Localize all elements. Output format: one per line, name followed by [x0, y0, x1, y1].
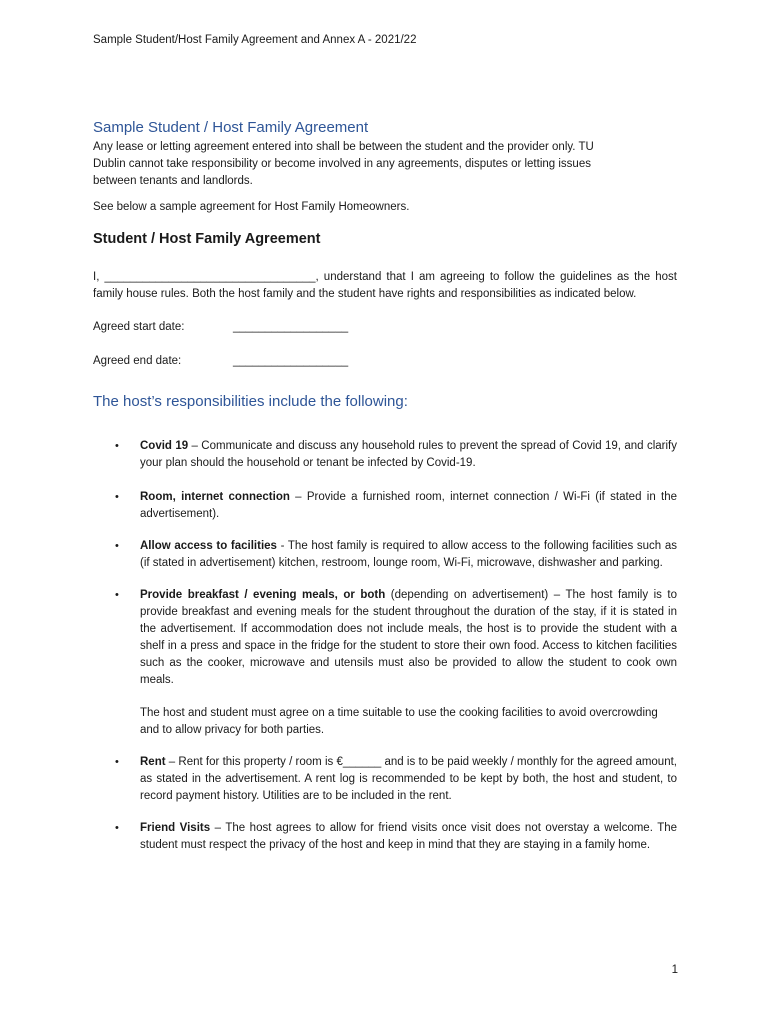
agreement-title: Student / Host Family Agreement: [93, 231, 321, 247]
bullet-icon: •: [115, 440, 119, 452]
intro-line: between tenants and landlords.: [93, 175, 253, 187]
item-title: Room, internet connection: [140, 491, 290, 503]
bullet-icon: •: [115, 491, 119, 503]
item-title: Rent: [140, 756, 166, 768]
list-item-rent: [93, 754, 677, 805]
list-item-friend-visits: [93, 820, 677, 854]
end-date-field[interactable]: __________________: [233, 355, 349, 367]
item-text: – Rent for this property / room is €______ and is to be paid weekly / monthly for the agreed amount, as stated in the advertisement. A rent log is recommended to be kept by both, the host and student, to record payment history. Utilities are to be included in the rent.: [140, 756, 677, 802]
item-title: Allow access to facilities: [140, 540, 277, 552]
running-header: Sample Student/Host Family Agreement and Annex A - 2021/22: [93, 34, 417, 46]
item-text: (depending on advertisement) – The host family is to provide breakfast and evening meals for the student throughout the duration of the stay, if it is stated in the advertisement. If accommodation does not include meals, the host is to provide the student with a shelf in a press and space in the fridge for the student to store their own food. Access to kitchen facilities such as the cooker, microwave and utensils must also be provided to allow the student to cook own meals.: [140, 589, 677, 686]
item-extra-paragraph: The host and student must agree on a time suitable to use the cooking facilities to avoid overcrowding and to allow privacy for both parties.: [140, 707, 658, 736]
start-date-row: [93, 319, 677, 336]
bullet-icon: •: [115, 756, 119, 768]
item-title: Friend Visits: [140, 822, 211, 834]
item-title: Provide breakfast / evening meals, or both: [140, 589, 386, 601]
intro-line: Dublin cannot take responsibility or become involved in any agreements, disputes or letting issues: [93, 158, 591, 170]
end-date-label: Agreed end date:: [93, 355, 182, 367]
agreement-statement: I, _________________________________, understand that I am agreeing to follow the guidelines as the host family house rules. Both the host family and the student have rights and responsibilities as indicated below.: [93, 271, 677, 300]
bullet-icon: •: [115, 822, 119, 834]
start-date-label: Agreed start date:: [93, 321, 185, 333]
item-text: - The host family is required to allow access to the following facilities such as (if stated in advertisement) kitchen, restroom, lounge room, Wi-Fi, microwave, dishwasher and parking.: [140, 540, 677, 569]
list-item-facilities: [93, 538, 677, 572]
intro-paragraph: [93, 139, 677, 190]
item-text: – Communicate and discuss any household rules to prevent the spread of Covid 19, and clarify your plan should the household or tenant be infected by Covid-19.: [140, 440, 677, 469]
page-number: 1: [671, 964, 678, 976]
item-text: – The host agrees to allow for friend visits once visit does not overstay a welcome. The student must respect the privacy of the host and keep in mind that they are staying in a family home.: [140, 822, 678, 851]
end-date-row: [93, 353, 677, 370]
intro-line: Any lease or letting agreement entered into shall be between the student and the provider only. TU: [93, 141, 594, 153]
page-content: [93, 118, 677, 854]
list-item-covid: [93, 438, 677, 472]
host-responsibilities-heading: The host’s responsibilities include the following:: [93, 393, 408, 410]
list-item-meals: [93, 587, 677, 739]
bullet-icon: •: [115, 540, 119, 552]
item-text: – Provide a furnished room, internet connection / Wi-Fi (if stated in the advertisement).: [140, 491, 677, 520]
intro-note: See below a sample agreement for Host Family Homeowners.: [93, 201, 410, 213]
item-title: Covid 19: [140, 440, 189, 452]
responsibilities-list: [93, 438, 677, 854]
sample-agreement-heading: Sample Student / Host Family Agreement: [93, 119, 369, 136]
start-date-field[interactable]: __________________: [233, 321, 349, 333]
bullet-icon: •: [115, 589, 119, 601]
list-item-room: [93, 489, 677, 523]
